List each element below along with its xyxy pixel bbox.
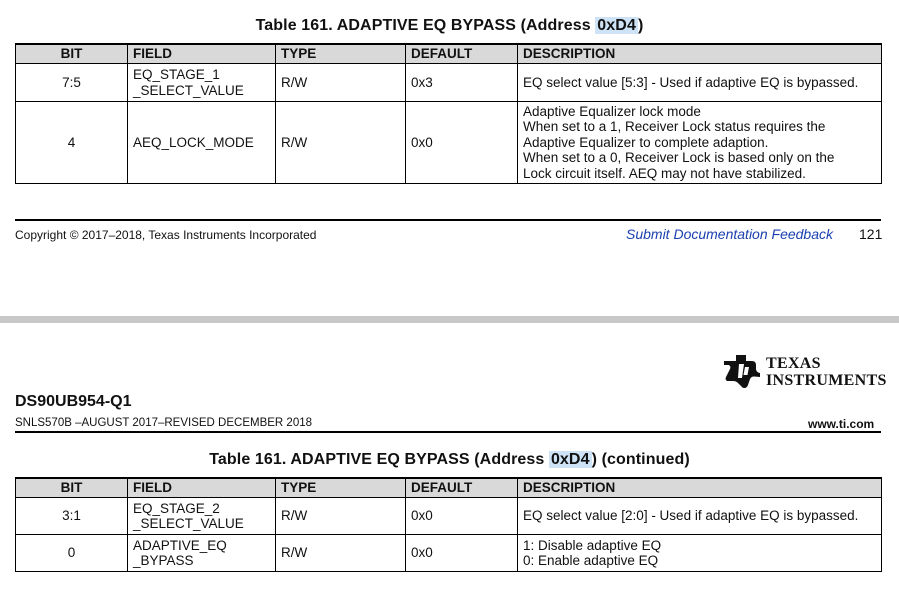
header-rule xyxy=(15,431,881,433)
cell-bit: 0 xyxy=(16,535,128,572)
table-title-continued: Table 161. ADAPTIVE EQ BYPASS (Address 0xD4 ) (continued) xyxy=(209,451,690,468)
page-separator xyxy=(0,316,899,323)
table-row xyxy=(16,498,882,535)
header-type: TYPE xyxy=(276,478,406,498)
cell-field: ADAPTIVE_EQ _BYPASS xyxy=(128,535,276,572)
cell-bit: 4 xyxy=(16,102,128,184)
header-field: FIELD xyxy=(128,478,276,498)
document-revision: SNLS570B –AUGUST 2017–REVISED DECEMBER 2018 xyxy=(15,417,313,429)
table-row xyxy=(16,64,882,102)
header-type: TYPE xyxy=(276,44,406,64)
header-description: DESCRIPTION xyxy=(518,44,882,64)
cell-type: R/W xyxy=(276,498,406,535)
header-bit: BIT xyxy=(16,44,128,64)
header-default: DEFAULT xyxy=(406,44,518,64)
submit-feedback-link[interactable]: Submit Documentation Feedback xyxy=(626,226,833,242)
address-highlight: 0xD4 xyxy=(550,451,590,468)
address-highlight: 0xD4 xyxy=(597,17,636,34)
register-table-continued xyxy=(15,477,882,572)
cell-bit: 3:1 xyxy=(16,498,128,535)
cell-field: EQ_STAGE_2 _SELECT_VALUE xyxy=(128,498,276,535)
table-header-row xyxy=(16,478,882,498)
table-title: Table 161. ADAPTIVE EQ BYPASS (Address 0xD4 ) xyxy=(255,17,644,34)
register-table xyxy=(15,43,882,184)
cell-default: 0x3 xyxy=(406,64,518,102)
cell-default: 0x0 xyxy=(406,102,518,184)
header-description: DESCRIPTION xyxy=(518,478,882,498)
table-row xyxy=(16,535,882,572)
header-field: FIELD xyxy=(128,44,276,64)
cell-bit: 7:5 xyxy=(16,64,128,102)
cell-description: EQ select value [5:3] - Used if adaptive EQ is bypassed. xyxy=(518,64,882,102)
website-link[interactable]: www.ti.com xyxy=(808,417,875,431)
cell-description: 1: Disable adaptive EQ 0: Enable adaptive EQ xyxy=(518,535,882,572)
cell-description: Adaptive Equalizer lock mode When set to a 1, Receiver Lock status requires the Adaptive Equalizer to complete adaption. When set to a 0, Receiver Lock is based only on the Lock circuit itself. AEQ may not have stabilized. xyxy=(518,102,882,184)
cell-default: 0x0 xyxy=(406,535,518,572)
ti-logo xyxy=(722,353,887,393)
page-122 xyxy=(0,323,899,594)
logo-word-instruments: INSTRUMENTS xyxy=(766,372,887,389)
cell-type: R/W xyxy=(276,102,406,184)
cell-field: AEQ_LOCK_MODE xyxy=(128,102,276,184)
page-number: 121 xyxy=(859,226,883,242)
cell-default: 0x0 xyxy=(406,498,518,535)
header-default: DEFAULT xyxy=(406,478,518,498)
copyright-notice: Copyright © 2017–2018, Texas Instruments Incorporated xyxy=(15,228,317,242)
cell-type: R/W xyxy=(276,535,406,572)
footer-rule xyxy=(15,219,881,221)
table-header-row xyxy=(16,44,882,64)
cell-description: EQ select value [2:0] - Used if adaptive EQ is bypassed. xyxy=(518,498,882,535)
document-id: DS90UB954-Q1 xyxy=(15,393,132,410)
header-bit: BIT xyxy=(16,478,128,498)
table-row xyxy=(16,102,882,184)
logo-word-texas: TEXAS xyxy=(766,355,821,372)
ti-logo-icon xyxy=(722,353,762,391)
cell-type: R/W xyxy=(276,64,406,102)
cell-field: EQ_STAGE_1 _SELECT_VALUE xyxy=(128,64,276,102)
